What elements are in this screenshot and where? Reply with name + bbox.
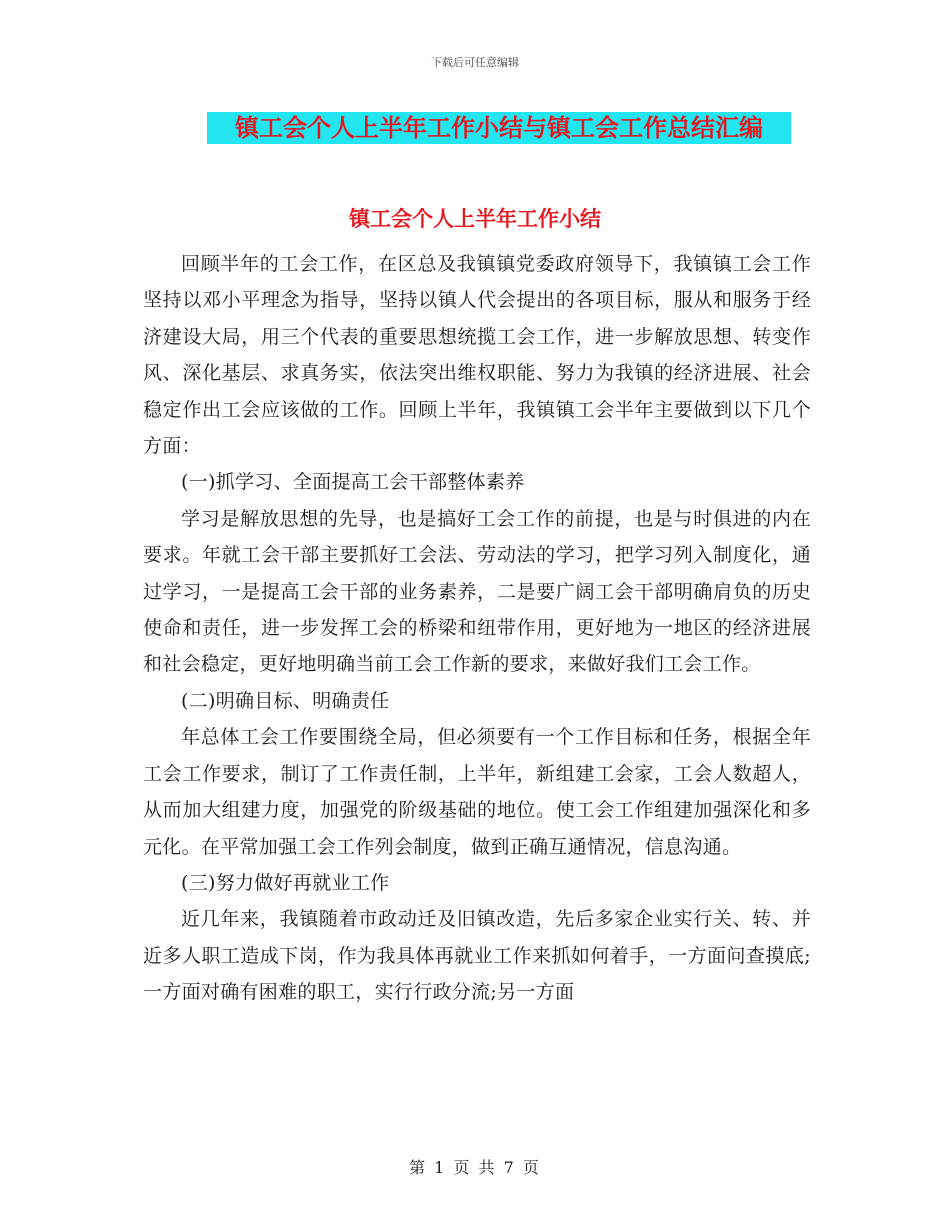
subheading-3: (三)努力做好再就业工作 [181,871,390,894]
document-title: 镇工会个人上半年工作小结与镇工会工作总结汇编 [207,112,791,144]
paragraph-goals: 年总体工会工作要围绕全局，但必须要有一个工作目标和任务，根据全年工会工作要求，制订了工作责任制，上半年，新组建工会家，工会人数超人，从而加大组建力度，加强党的阶级基础的地位。使工会工作组建加强深化和多元化。在平常加强工会工作列会制度，做到正确互通情况，信息沟通。 [143,726,811,858]
paragraph-reemployment: 近几年来，我镇随着市政动迁及旧镇改造，先后多家企业实行关、转、并近多人职工造成下岗，作为我具体再就业工作来抓如何着手，一方面问查摸底;一方面对确有困难的职工，实行行政分流;另一方面 [143,908,811,1004]
subheading-2: (二)明确目标、明确责任 [181,689,390,712]
paragraph-intro: 回顾半年的工会工作，在区总及我镇镇党委政府领导下，我镇镇工会工作坚持以邓小平理念为指导，坚持以镇人代会提出的各项目标，服从和服务于经济建设大局，用三个代表的重要思想统揽工会工作，进一步解放思想、转变作风、深化基层、求真务实，依法突出维权职能、努力为我镇的经济进展、社会稳定作出工会应该做的工作。回顾上半年，我镇镇工会半年主要做到以下几个方面： [143,253,811,458]
paragraph-study: 学习是解放思想的先导，也是搞好工会工作的前提，也是与时俱进的内在要求。年就工会干部主要抓好工会法、劳动法的学习，把学习列入制度化，通过学习，一是提高工会干部的业务素养，二是要广阔工会干部明确肩负的历史使命和责任，进一步发挥工会的桥梁和纽带作用，更好地为一地区的经济进展和社会稳定，更好地明确当前工会工作新的要求，来做好我们工会工作。 [143,507,811,676]
page-number-footer: 第 1 页 共 7 页 [409,1158,541,1177]
section-title: 镇工会个人上半年工作小结 [349,207,601,231]
header-note: 下载后可任意编辑 [431,56,519,69]
document-body [143,246,811,1011]
subheading-1: (一)抓学习、全面提高工会干部整体素养 [181,471,525,494]
